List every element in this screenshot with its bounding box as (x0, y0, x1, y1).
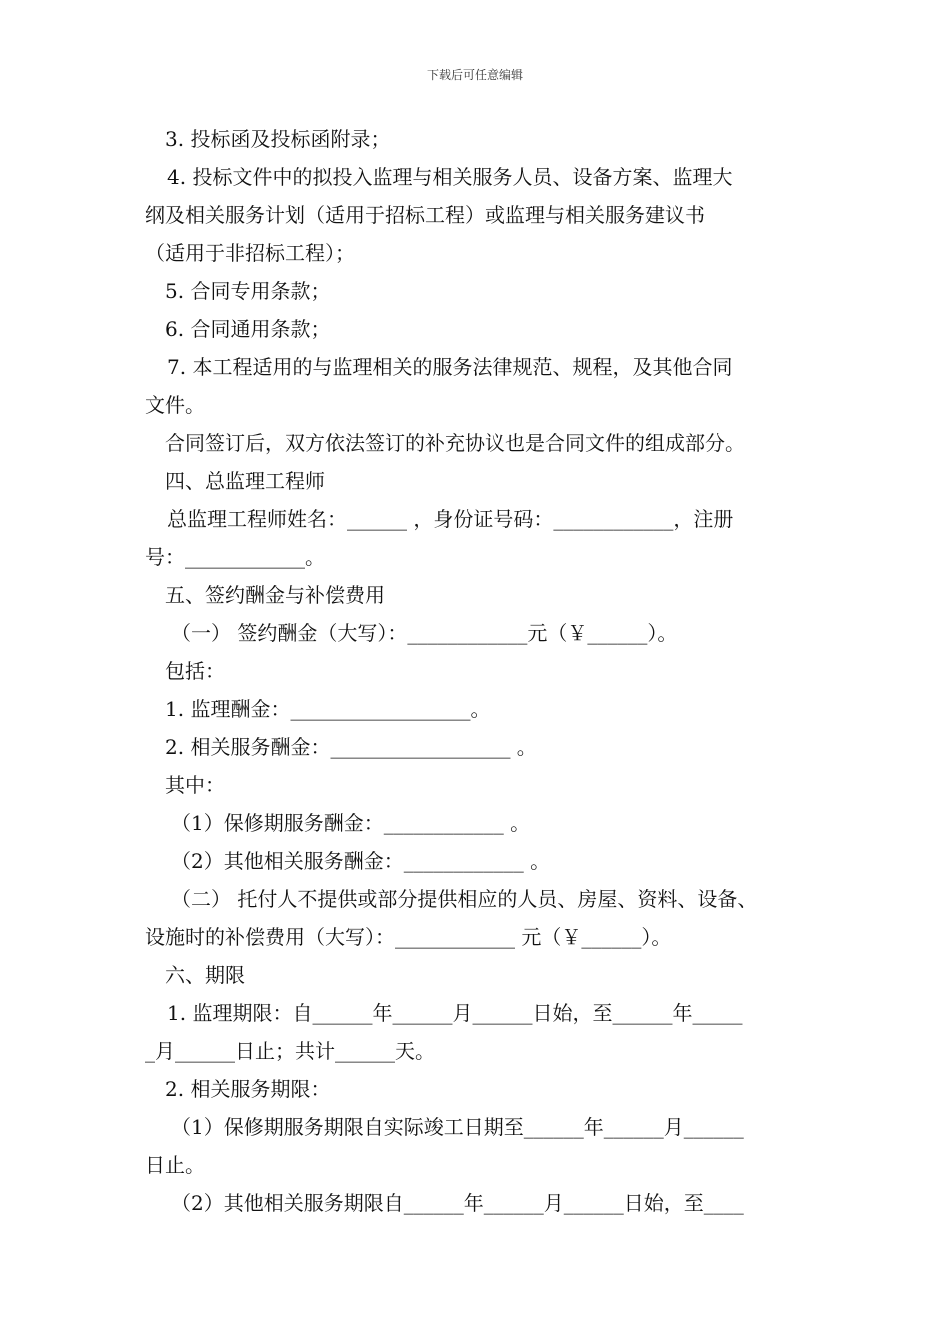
body-line: 纲及相关服务计划（适用于招标工程）或监理与相关服务建议书 (145, 203, 705, 227)
body-line: 号：____________。 (145, 545, 325, 569)
section-heading: 五、签约酬金与补偿费用 (165, 583, 385, 607)
section-heading: 六、期限 (165, 963, 245, 987)
page-header-note: 下载后可任意编辑 (426, 68, 523, 82)
body-line: 1. 监理酬金：__________________。 (165, 697, 491, 721)
body-line: （1）保修期服务期限自实际竣工日期至______年______月______ (171, 1115, 744, 1139)
body-line: 1. 监理期限：自______年______月______日始，至______年_____ (167, 1001, 743, 1025)
body-line: 7. 本工程适用的与监理相关的服务法律规范、规程，及其他合同 (167, 355, 733, 379)
section-heading: 四、总监理工程师 (165, 469, 325, 493)
body-line: 4. 投标文件中的拟投入监理与相关服务人员、设备方案、监理大 (167, 165, 733, 189)
body-line: 其中： (165, 773, 225, 797)
body-line: （2）其他相关服务期限自______年______月______日始，至____ (171, 1191, 744, 1215)
document-body (145, 120, 825, 1222)
body-line: 5. 合同专用条款； (165, 279, 331, 303)
body-line: 设施时的补偿费用（大写）：____________ 元（￥______）。 (145, 925, 672, 949)
body-line: （二） 托付人不提供或部分提供相应的人员、房屋、资料、设备、 (171, 887, 758, 911)
body-line: 2. 相关服务酬金：__________________ 。 (165, 735, 537, 759)
body-line: （一） 签约酬金（大写）：____________元（￥______）。 (171, 621, 678, 645)
body-line: 2. 相关服务期限： (165, 1077, 331, 1101)
body-line: _月______日止；共计______天。 (145, 1039, 435, 1063)
body-line: 3. 投标函及投标函附录； (165, 127, 391, 151)
body-line: 6. 合同通用条款； (165, 317, 331, 341)
body-line: （2）其他相关服务酬金：____________ 。 (171, 849, 551, 873)
body-line: （1）保修期服务酬金：____________ 。 (171, 811, 531, 835)
body-line: 日止。 (145, 1153, 205, 1177)
body-line: 总监理工程师姓名：______ ，身份证号码：____________，注册 (167, 507, 734, 531)
body-line: 合同签订后，双方依法签订的补充协议也是合同文件的组成部分。 (165, 431, 745, 455)
body-line: 文件。 (145, 393, 205, 417)
body-line: （适用于非招标工程）； (145, 241, 355, 265)
body-line: 包括： (165, 659, 225, 683)
